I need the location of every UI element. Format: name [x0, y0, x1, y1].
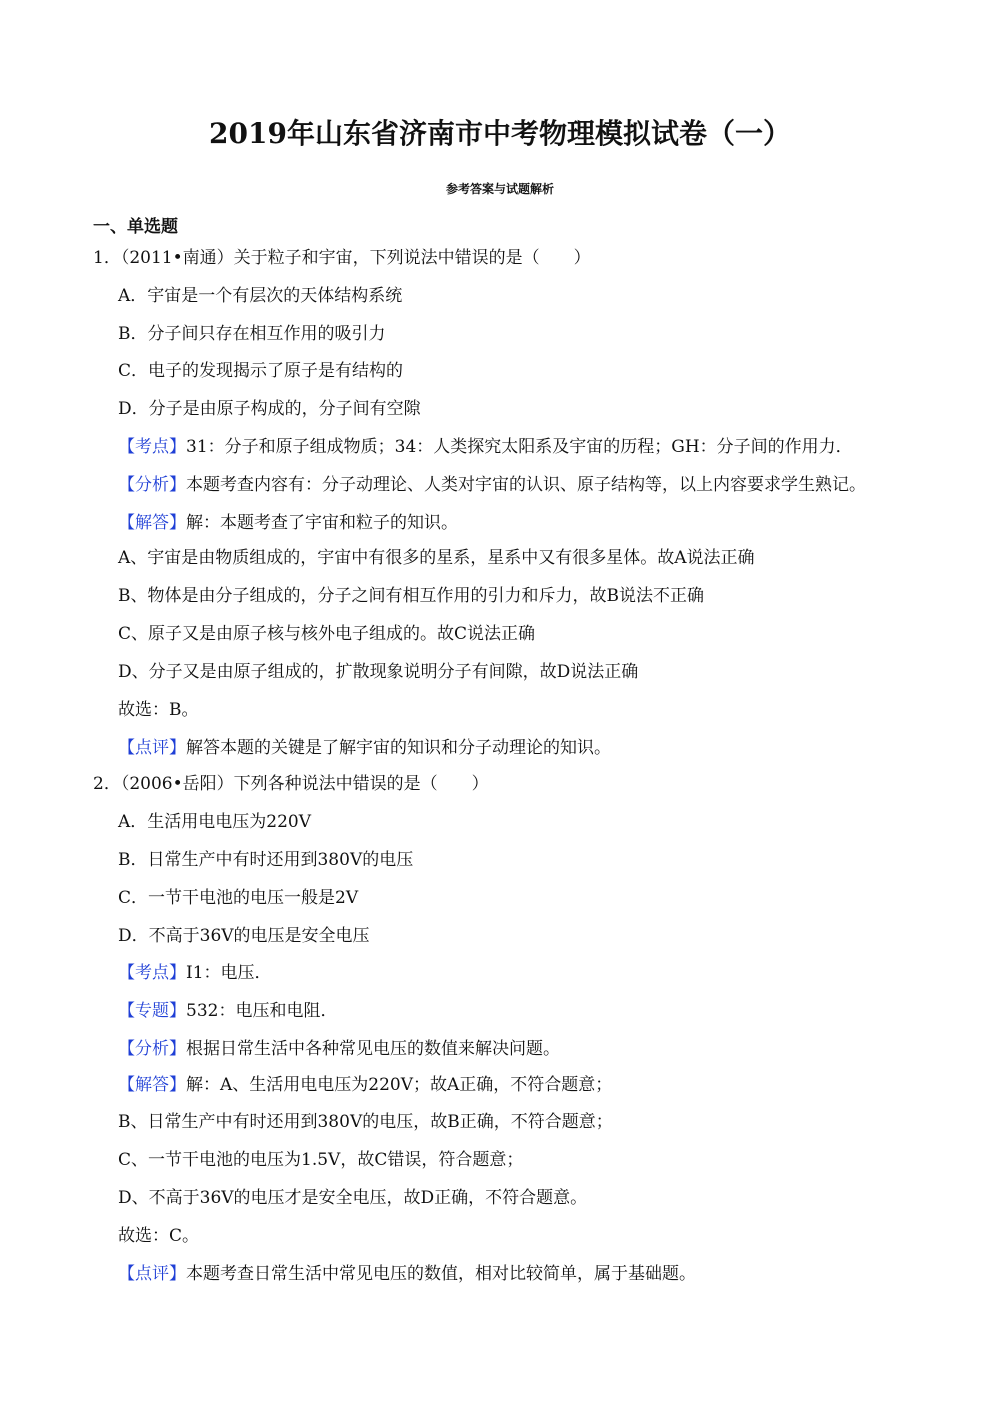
question-1-kaodian [118, 435, 853, 459]
dianping-tag: 【点评】 [118, 1264, 186, 1284]
kaodian-text: 31：分子和原子组成物质；34：人类探究太阳系及宇宙的历程；GH：分子间的作用力． [186, 437, 853, 457]
question-2-option-d: D．不高于36V的电压是安全电压 [118, 926, 370, 946]
question-1-fenxi [118, 473, 866, 497]
question-1-explanation-b: B、物体是由分子组成的，分子之间有相互作用的引力和斥力，故B说法不正确 [118, 586, 704, 606]
question-2-option-c: C．一节干电池的电压一般是2V [118, 888, 359, 908]
question-1-answer: 故选：B。 [118, 700, 199, 720]
question-2-jieda [118, 1073, 612, 1097]
fenxi-tag: 【分析】 [118, 1039, 186, 1059]
fenxi-text: 根据日常生活中各种常见电压的数值来解决问题。 [186, 1039, 560, 1059]
dianping-text: 本题考查日常生活中常见电压的数值，相对比较简单，属于基础题。 [186, 1264, 696, 1284]
question-2-fenxi [118, 1037, 560, 1061]
jieda-tag: 【解答】 [118, 1075, 186, 1095]
dianping-tag: 【点评】 [118, 738, 186, 758]
question-2-stem: 2．（2006•岳阳）下列各种说法中错误的是（ ） [93, 774, 489, 794]
question-2-zhuanti [118, 999, 337, 1023]
question-2-explanation-d: D、不高于36V的电压才是安全电压，故D正确，不符合题意。 [118, 1188, 588, 1208]
dianping-text: 解答本题的关键是了解宇宙的知识和分子动理论的知识。 [186, 738, 611, 758]
question-1-jieda [118, 511, 458, 535]
question-2-option-b: B．日常生产中有时还用到380V的电压 [118, 850, 414, 870]
kaodian-tag: 【考点】 [118, 437, 186, 457]
section-title: 一、单选题 [93, 217, 178, 237]
fenxi-tag: 【分析】 [118, 475, 186, 495]
question-2-dianping [118, 1262, 696, 1286]
question-1-explanation-d: D、分子又是由原子组成的，扩散现象说明分子有间隙，故D说法正确 [118, 662, 639, 682]
zhuanti-tag: 【专题】 [118, 1001, 186, 1021]
question-2-explanation-c: C、一节干电池的电压为1.5V，故C错误，符合题意； [118, 1150, 524, 1170]
question-1-explanation-c: C、原子又是由原子核与核外电子组成的。故C说法正确 [118, 624, 536, 644]
page-subtitle: 参考答案与试题解析 [445, 182, 554, 196]
question-1-option-c: C．电子的发现揭示了原子是有结构的 [118, 361, 404, 381]
jieda-text: 解：本题考查了宇宙和粒子的知识。 [186, 513, 458, 533]
fenxi-text: 本题考查内容有：分子动理论、人类对宇宙的认识、原子结构等，以上内容要求学生熟记。 [186, 475, 866, 495]
jieda-tag: 【解答】 [118, 513, 186, 533]
kaodian-tag: 【考点】 [118, 963, 186, 983]
question-2-option-a: A．生活用电电压为220V [118, 812, 312, 832]
question-1-option-b: B．分子间只存在相互作用的吸引力 [118, 324, 386, 344]
kaodian-text: I1：电压． [186, 963, 272, 983]
question-2-explanation-b: B、日常生产中有时还用到380V的电压，故B正确，不符合题意； [118, 1112, 613, 1132]
question-1-stem: 1．（2011•南通）关于粒子和宇宙，下列说法中错误的是（ ） [93, 248, 591, 268]
question-1-option-d: D．分子是由原子构成的，分子间有空隙 [118, 399, 421, 419]
question-1-option-a: A．宇宙是一个有层次的天体结构系统 [118, 286, 403, 306]
question-2-answer: 故选：C。 [118, 1226, 200, 1246]
zhuanti-text: 532：电压和电阻． [186, 1001, 338, 1021]
question-1-explanation-a: A、宇宙是由物质组成的，宇宙中有很多的星系，星系中又有很多星体。故A说法正确 [118, 548, 755, 568]
page-title: 2019年山东省济南市中考物理模拟试卷（一） [209, 117, 791, 150]
question-1-dianping [118, 736, 611, 760]
question-2-kaodian [118, 961, 272, 985]
jieda-text: 解：A、生活用电电压为220V；故A正确，不符合题意； [186, 1075, 613, 1095]
